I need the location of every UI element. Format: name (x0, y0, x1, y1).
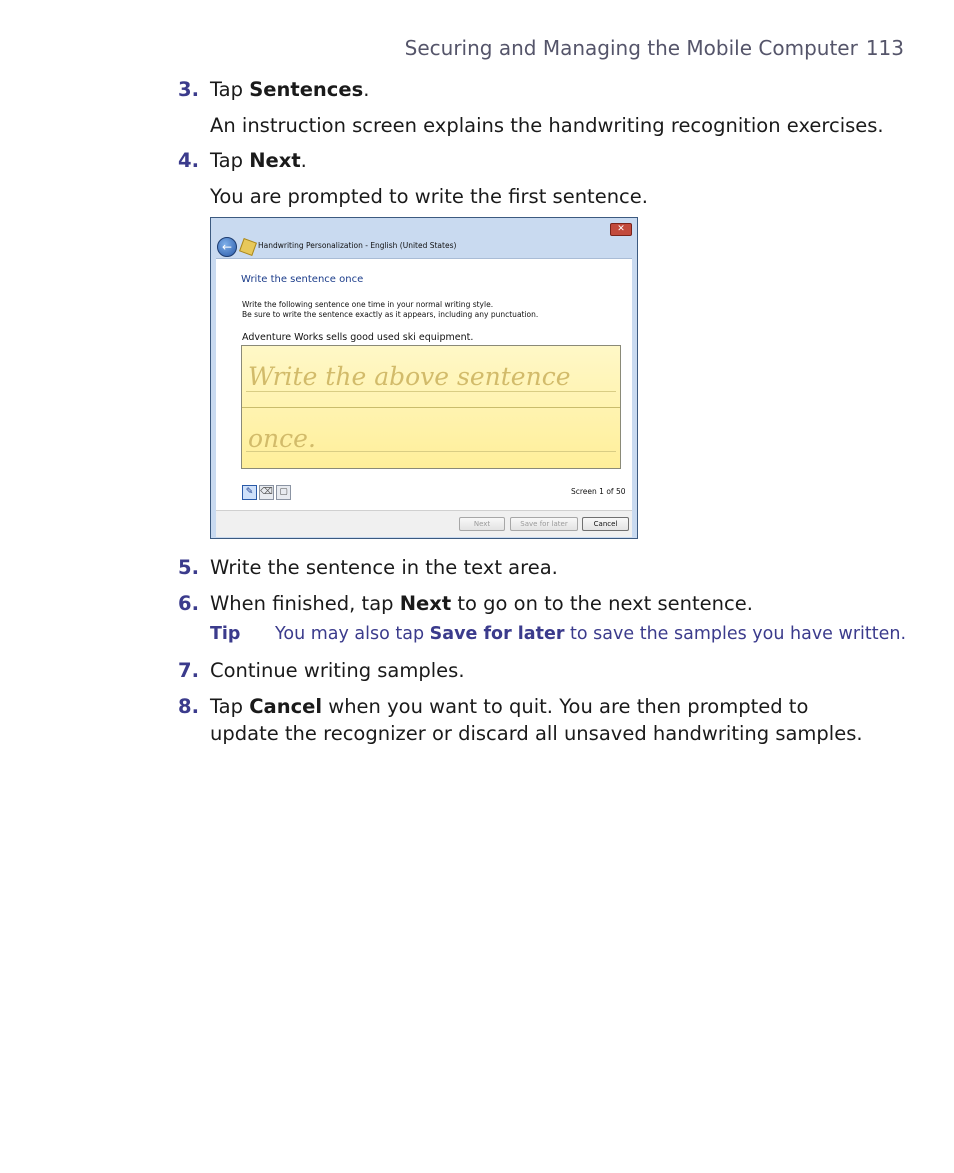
paragraph: You are prompted to write the first sentence. (210, 185, 648, 208)
tip-label: Tip (210, 624, 241, 644)
handwriting-area[interactable] (241, 345, 621, 469)
instruction-line-2: Be sure to write the sentence exactly as it appears, including any punctuation. (242, 310, 539, 319)
step-number: 6. (178, 592, 199, 615)
handwriting-hint-line-1: Write the above sentence (248, 362, 571, 391)
header-title: Securing and Managing the Mobile Computer (404, 36, 858, 60)
dialog-title: Handwriting Personalization - English (United States) (258, 241, 457, 250)
step-text: Tap (210, 78, 250, 101)
dialog-footer (216, 510, 632, 537)
close-icon[interactable]: ✕ (610, 223, 632, 236)
page-number: 113 (865, 36, 904, 60)
step-3 (178, 76, 878, 103)
step-bold: Next (399, 592, 452, 615)
step-number: 8. (178, 695, 199, 718)
step-text: Write the sentence in the text area. (210, 556, 558, 579)
guide-line (246, 391, 616, 392)
step-number: 5. (178, 556, 199, 579)
step-bold: Next (249, 149, 301, 172)
tool-bar (242, 482, 293, 501)
instruction-line-1: Write the following sentence one time in your normal writing style. (242, 300, 494, 309)
step-text: Tap (210, 695, 250, 718)
step-text: When finished, tap (210, 592, 400, 615)
pen-app-icon (239, 238, 257, 256)
step-text: . (363, 78, 370, 101)
clear-icon[interactable]: ▢ (276, 485, 291, 500)
save-for-later-button[interactable]: Save for later (510, 517, 578, 531)
sample-sentence: Adventure Works sells good used ski equipment. (242, 332, 474, 343)
step-bold: Cancel (249, 695, 323, 718)
tip-text: You may also tap (275, 624, 430, 644)
step-6 (178, 590, 878, 617)
page-header (405, 36, 904, 60)
step-number: 7. (178, 659, 199, 682)
step-5 (178, 554, 878, 581)
back-arrow-icon[interactable]: ← (217, 237, 237, 257)
tip (210, 624, 907, 644)
step-7 (178, 657, 878, 684)
pen-tool-icon[interactable]: ✎ (242, 485, 257, 500)
step-text: when you want to quit. You are then prompted to update the recognizer or discard all unsaved handwriting samples. (210, 695, 863, 745)
step-8 (178, 693, 878, 747)
handwriting-hint-line-2: once. (248, 424, 316, 453)
step-text: to go on to the next sentence. (451, 592, 753, 615)
dialog-content (216, 258, 632, 511)
line-divider (242, 407, 620, 408)
tip-text: to save the samples you have written. (564, 624, 907, 644)
step-4 (178, 147, 878, 174)
step-text: Continue writing samples. (210, 659, 465, 682)
screen-counter: Screen 1 of 50 (571, 487, 626, 496)
tip-bold: Save for later (429, 624, 565, 644)
dialog-titlebar (211, 218, 637, 258)
cancel-button[interactable]: Cancel (582, 517, 629, 531)
step-text: Tap (210, 149, 250, 172)
step-number: 3. (178, 78, 199, 101)
next-button[interactable]: Next (459, 517, 505, 531)
step-text: . (300, 149, 307, 172)
handwriting-dialog (210, 217, 638, 539)
paragraph: An instruction screen explains the handwriting recognition exercises. (210, 114, 884, 137)
step-bold: Sentences (249, 78, 364, 101)
section-title: Write the sentence once (241, 274, 364, 285)
step-number: 4. (178, 149, 199, 172)
eraser-icon[interactable]: ⌫ (259, 485, 274, 500)
